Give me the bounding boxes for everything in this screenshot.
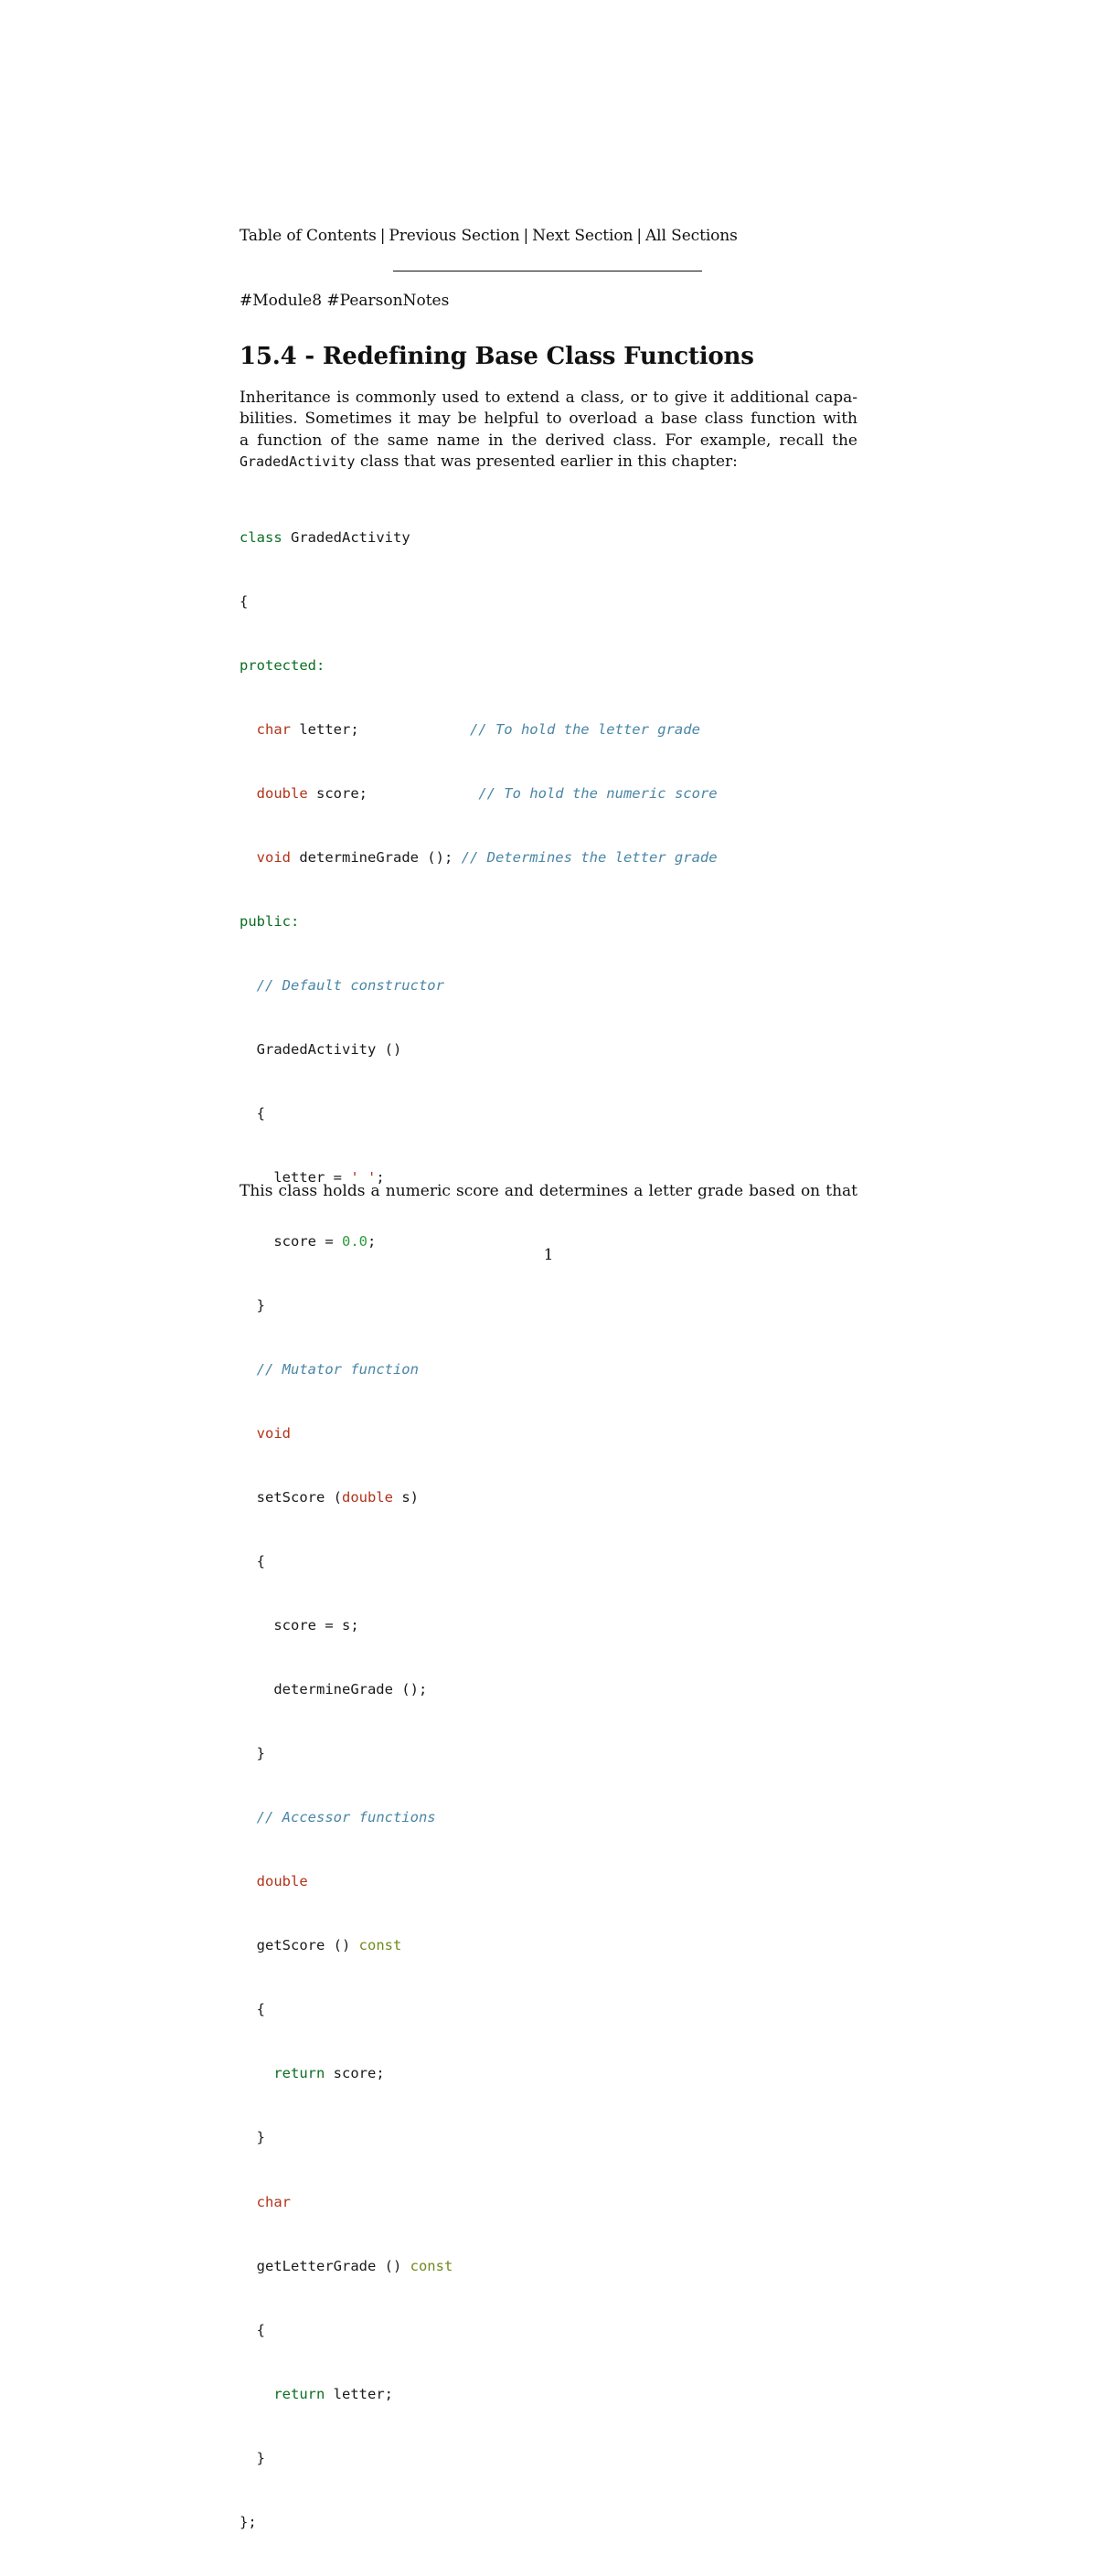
code-line [240,2384,718,2405]
code-line [240,2256,718,2277]
inline-code: GradedActivity [240,453,356,471]
code-indent [240,1809,257,1826]
code-text: GradedActivity [282,528,410,546]
code-keyword: void [256,1425,291,1442]
code-keyword: double [341,1489,393,1506]
code-line: { [240,2321,265,2338]
code-indent [240,849,257,866]
code-keyword: void [256,848,291,866]
intro-text: class that was presented earlier in this chapter: [355,452,738,472]
intro-line: a function of the same name in the derived class. For example, recall the [240,431,857,450]
code-text: letter; [325,2385,393,2402]
code-text: ; [367,1233,377,1251]
code-line [240,1935,718,1956]
nav-separator: | [379,227,386,245]
code-line: { [240,1553,265,1570]
code-number: 0.0 [341,1233,367,1251]
code-keyword: public [240,912,291,930]
code-indent [240,721,257,738]
code-text: : [316,656,325,674]
code-line [240,1487,718,1508]
code-comment: // Determines the letter grade [461,848,718,866]
code-comment: // Accessor functions [256,1809,436,1826]
code-line [240,1871,718,1892]
code-indent [240,2065,273,2081]
code-indent [240,1425,257,1442]
code-comment: // To hold the numeric score [478,784,718,802]
code-text: : [291,912,300,930]
tag-line: #Module8 #PearsonNotes [240,292,450,310]
code-keyword: const [410,2257,453,2274]
code-line [240,2063,718,2084]
code-line [240,1359,718,1380]
code-line [240,847,718,868]
code-line: GradedActivity () [240,1040,402,1058]
page-number: 1 [543,1246,554,1264]
code-text: s) [392,1489,419,1506]
code-line [240,655,718,676]
code-keyword: class [240,528,282,546]
code-line: } [240,2449,265,2466]
code-keyword: return [273,2385,325,2402]
code-line [240,975,718,996]
code-text: determineGrade (); [291,848,462,866]
code-keyword: double [256,784,308,802]
code-keyword: protected [240,656,316,674]
section-navigation [240,225,738,247]
closing-paragraph: This class holds a numeric score and determines a letter grade based on that [240,1182,857,1200]
code-line: { [240,2001,265,2018]
all-sections-link[interactable]: All Sections [645,227,738,245]
code-line: } [240,1297,265,1315]
code-text: setScore ( [240,1489,342,1506]
code-indent [240,2194,257,2210]
code-line [240,2192,718,2213]
intro-line [240,452,857,473]
code-line [240,1807,718,1828]
code-line [240,1423,718,1444]
code-text: letter = [240,1169,351,1186]
code-comment: // To hold the letter grade [469,720,700,738]
code-line: score = s; [240,1617,359,1634]
document-page [240,0,857,2530]
code-text: getScore () [240,1937,359,1954]
code-string: ' ' [350,1169,377,1186]
code-indent [240,1361,257,1378]
intro-paragraph [240,388,857,474]
code-line: { [240,1104,265,1122]
code-keyword: return [273,2065,325,2082]
intro-line: Inheritance is commonly used to extend a class, or to give it additional capa- [240,389,857,407]
code-keyword: char [256,720,291,738]
code-keyword: double [256,1873,308,1890]
code-line [240,527,718,548]
code-indent [240,977,257,994]
code-line: determineGrade (); [240,1681,428,1698]
nav-separator: | [636,227,642,245]
code-text: ; [376,1169,385,1186]
code-line: }; [240,2513,257,2530]
section-title: 15.4 - Redefining Base Class Functions [240,343,754,370]
code-text: getLetterGrade () [240,2257,410,2274]
code-keyword: char [256,2193,291,2210]
code-line: } [240,2129,265,2146]
intro-line: bilities. Sometimes it may be helpful to overload a base class function with [240,410,857,429]
code-text: score; [325,2065,385,2082]
nav-separator: | [523,227,529,245]
code-indent [240,1873,257,1889]
code-line [240,911,718,932]
code-text: score; [307,784,479,802]
code-line [240,783,718,804]
code-comment: // Mutator function [256,1361,419,1378]
code-text: score = [240,1233,342,1251]
code-block [240,484,718,2576]
code-indent [240,785,257,802]
code-line [240,719,718,740]
code-keyword: const [358,1937,402,1954]
previous-section-link[interactable]: Previous Section [389,227,520,245]
code-indent [240,2386,273,2402]
next-section-link[interactable]: Next Section [532,227,634,245]
code-text: letter; [291,720,470,738]
table-of-contents-link[interactable]: Table of Contents [240,227,377,245]
code-line: } [240,1745,265,1762]
code-comment: // Default constructor [256,976,444,994]
code-line: { [240,592,249,610]
